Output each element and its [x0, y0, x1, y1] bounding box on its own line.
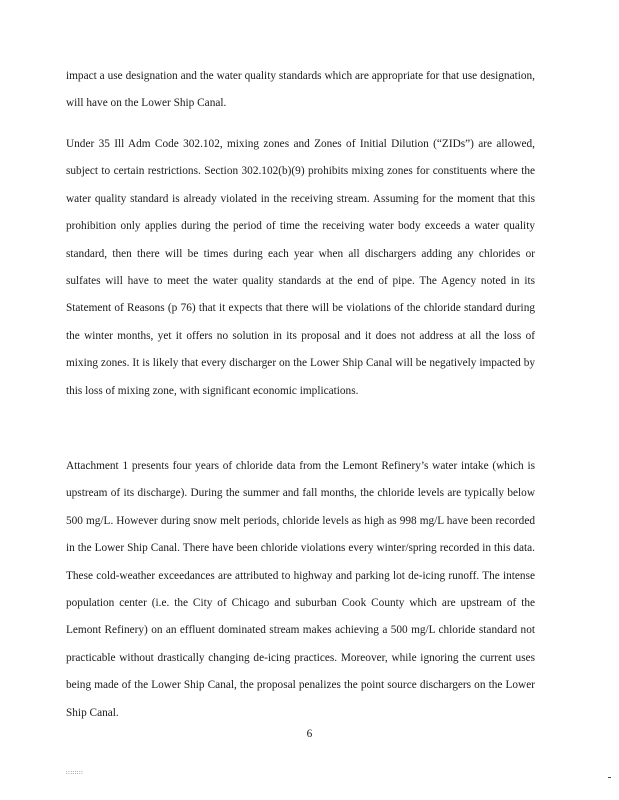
paragraph-mixing-zones: Under 35 Ill Adm Code 302.102, mixing zones and Zones of Initial Dilution (“ZIDs”) are allowed, subject to certain restrictions. Section 302.102(b)(9) prohibits mixing zones for constituents where the water quality standard is already violated in the receiving stream. Assuming for the moment that this prohibition only applies during the period of time the receiving water body exceeds a water quality standard, then there will be times during each year when all dischargers adding any chlorides or sulfates will have to meet the water quality standards at the end of pipe. The Agency noted in its Statement of Reasons (p 76) that it expects that there will be violations of the chloride standard during the winter months, yet it offers no solution in its proposal and it does not address at all the loss of mixing zones. It is likely that every discharger on the Lower Ship Canal will be negatively impacted by this loss of mixing zone, with significant economic implications. — [66, 138, 535, 397]
paragraph-chloride-data: Attachment 1 presents four years of chloride data from the Lemont Refinery’s water intake (which is upstream of its discharge). During the summer and fall months, the chloride levels are typically below 500 mg/L. However during snow melt periods, chloride levels as high as 998 mg/L have been recorded in the Lower Ship Canal. There have been chloride violations every winter/spring recorded in this data. These cold-weather exceedances are attributed to highway and parking lot de-icing runoff. The intense population center (i.e. the City of Chicago and suburban Cook County which are upstream of the Lemont Refinery) on an effluent dominated stream makes achieving a 500 mg/L chloride standard not practicable without drastically changing de-icing practices. Moreover, while ignoring the current uses being made of the Lower Ship Canal, the proposal penalizes the point source dischargers on the Lower Ship Canal. — [66, 460, 535, 719]
paragraph-use-designation: impact a use designation and the water quality standards which are appropriate for that use designation, will have on the Lower Ship Canal. — [66, 70, 535, 110]
corner-mark — [608, 777, 611, 778]
page-number: 6 — [306, 728, 313, 740]
footer-code: :::::::: — [66, 770, 84, 776]
